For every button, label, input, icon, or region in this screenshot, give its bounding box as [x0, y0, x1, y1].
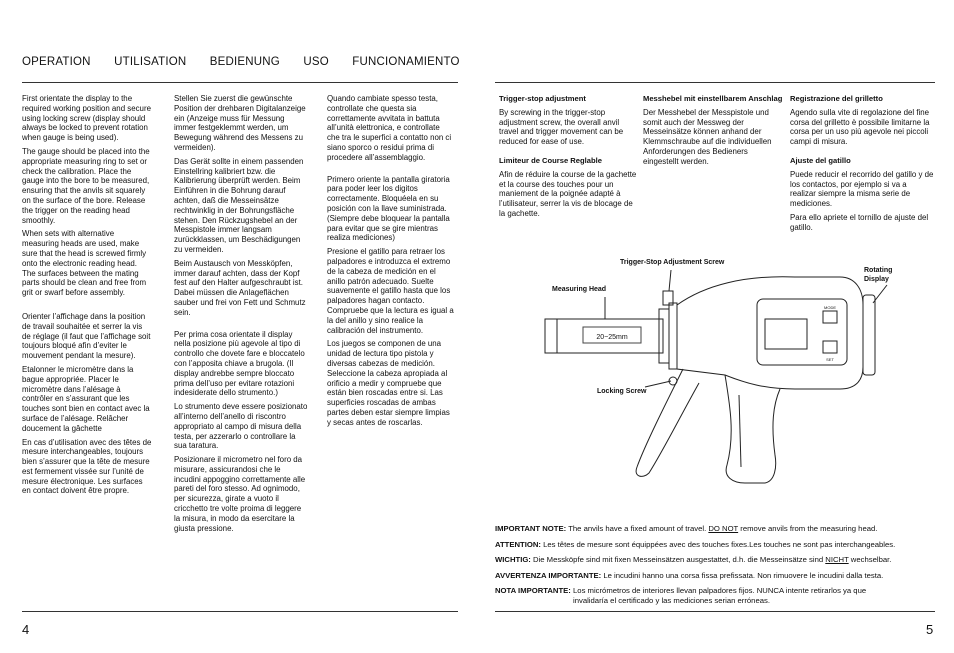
- collar-ring: [669, 303, 677, 369]
- right-column-1: [499, 94, 637, 228]
- label-trigger-stop: Trigger-Stop Adjustment Screw: [620, 259, 725, 266]
- header-funcionamiento: FUNCIONAMIENTO: [352, 56, 460, 68]
- grip-line: [739, 395, 741, 467]
- right-column-2: [643, 94, 783, 176]
- paragraph: Orienter l’affichage dans la position de travail souhaitée et serrer la vis de réglage (il faut que l’affichage soit toujours bloqué afin d’eviter le mouvement pendant la mesure).: [22, 311, 151, 361]
- note-es: NOTA IMPORTANTE: Los micrómetros de interiores llevan palpadores fijos. NUNCA intente retirarlos ya que invalidaría el certificado y las mediciones serian erróneas.: [495, 586, 867, 605]
- range-label: 20−25mm: [596, 334, 628, 341]
- header-operation: OPERATION: [22, 56, 91, 68]
- display-screen: [765, 319, 807, 349]
- subheading: Messhebel mit einstellbarem Anschlag: [643, 94, 783, 103]
- page-number-right: 5: [926, 622, 934, 637]
- leader-trigger-stop: [669, 270, 671, 291]
- mode-label: MODE: [824, 305, 836, 310]
- right-column-3: [790, 94, 934, 242]
- paragraph: Quando cambiate spesso testa, controllate che questa sia correttamente avvitata in battuta all’unità elettronica, e controllate che tra le superfici a contatto non ci siano sporco o residui prima di procedere all’assemblaggio.: [327, 94, 452, 162]
- paragraph: Agendo sulla vite di regolazione del fine corsa del grilletto è possibile limitarne la corsa per un uso più agevole nei piccoli campi di misura.: [790, 107, 930, 147]
- paragraph: Puede reducir el recorrido del gatillo y de los contactos, por ejemplo si va a realizar siempre la misma serie de mediciones.: [790, 169, 934, 209]
- paragraph: By screwing in the trigger-stop adjustment screw, the overall anvil travel and trigger movement can be reduced for ease of use.: [499, 107, 624, 147]
- label-measuring-head: Measuring Head: [552, 286, 607, 293]
- subheading: Limiteur de Course Reglable: [499, 155, 602, 165]
- top-rule-left: [22, 82, 458, 83]
- header-uso: USO: [303, 56, 329, 68]
- leader-locking-screw: [645, 381, 671, 387]
- paragraph: Stellen Sie zuerst die gewünschte Position der drehbaren Digitalanzeige ein (Anzeige muss für Messung immer festgeklemmt werden, um Bewegung während des Messens zu vermeiden).: [174, 94, 306, 152]
- paragraph: Der Messhebel der Messpistole und somit auch der Messweg der Messeinsätze können anhand der Klemmschraube auf die individuellen Anforderungen des Bedieners eingestellt werden.: [643, 107, 772, 166]
- gauge-body: [677, 277, 863, 389]
- column-1: [22, 94, 152, 500]
- page-number-left: 4: [22, 622, 30, 637]
- paragraph: En cas d’utilisation avec des têtes de mesure interchangeables, toujours bien s’assurer que la tête de mesure est fermement vissée sur l’unité de mesure électronique. Les surfaces en contact doivent être propre.: [22, 437, 152, 496]
- section-header: [22, 56, 480, 68]
- paragraph: Beim Austausch von Messköpfen, immer darauf achten, dass der Kopf fest auf den Halter aufgeschraubt ist. Dabei müssen die Anlageflächen sauber und frei von Fett und Schmutz sein.: [174, 258, 306, 317]
- paragraph: Presione el gatillo para retraer los palpadores e introduzca el extremo de la cabeza de medición en el anillo patrón adecuado. Suelte suavemente el gatillo hasta que los palpadores hagan contacto. Compruebe que la lectura es igual a la del anillo y sino realice la calibración del instrumento.: [327, 247, 454, 335]
- leader-rotating: [873, 285, 887, 303]
- bottom-rule-left: [22, 611, 458, 612]
- set-button: [823, 341, 837, 353]
- label-rotating: Rotating: [864, 267, 893, 274]
- bore-gauge-diagram: [495, 255, 935, 520]
- paragraph: Para ello apriete el tornillo de ajuste del gatillo.: [790, 212, 929, 232]
- paragraph: When sets with alternative measuring heads are used, make sure that the head is screwed firmly onto the electronic reading head. The surfaces between the mating parts should be clean and free from grit or swarf before assembly.: [22, 229, 147, 298]
- paragraph: Etalonner le micromètre dans la bague appropriée. Placer le micromètre dans l’alésage à contrôler en s’assurant que les touches sont bien en contact avec la surface de l’alésage. Relâcher doucement la gâchette: [22, 364, 150, 433]
- header-bedienung: BEDIENUNG: [209, 56, 280, 68]
- paragraph: Per prima cosa orientate il display nella posizione più agevole al tipo di controllo che dovete fare e bloccatelo con l’apposita chiave a brugola. (Il display andrebbe sempre bloccato prima dell’uso per evitare rotazioni indesiderate dello strumento.): [174, 329, 305, 398]
- label-display: Display: [864, 276, 889, 283]
- top-rule-right: [495, 82, 935, 83]
- paragraph: Los juegos se componen de una unidad de lectura tipo pistola y diversas cabezas de medición. Seleccione la cabeza apropiada al orificio a medir y compruebe que están bien roscadas entre si. Las superficies roscadas de ambas partes deben estar siempre limpias y secas antes de roscarlas.: [327, 339, 450, 427]
- paragraph: Primero oriente la pantalla giratoria para poder leer los digitos correctamente. Bloquéela en su posición con la llave suministrada. (Siempre debe bloquear la pantalla para evitar que se gire mientras realiza mediciones): [327, 174, 450, 243]
- paragraph: Afin de réduire la course de la gachette et la course des touches pour un maniement de la poignée adapté à l’utilisateur, serrer la vis de blocage de la gachette.: [499, 169, 637, 218]
- rotating-display-cap: [863, 295, 875, 375]
- column-2: [174, 94, 308, 537]
- paragraph: Das Gerät sollte in einem passenden Einstellring kalibriert bzw. die Kalibrierung überprüft werden. Beim Einführen in die Bohrung darauf achten, daß die Messeinsätze rechtwinklig in der Bohrungsfläche stehen. Den Rückzugshebel an der Messpistole immer langsam zurückklassen, um Beschädigungen zu vermeiden.: [174, 156, 304, 254]
- collar-ring: [659, 309, 669, 363]
- column-3: [327, 94, 454, 432]
- trigger: [636, 369, 699, 476]
- label-locking-screw: Locking Screw: [597, 388, 647, 395]
- note-it: AVVERTENZA IMPORTANTE: Le incudini hanno una corsa fissa prefissata. Non rimuovere le incudini dalla testa.: [495, 570, 884, 580]
- paragraph: Lo strumento deve essere posizionato all’interno dell’anello di riscontro appropriato al campo di misura della testa, per azzerarlo o controllare la sua taratura.: [174, 402, 308, 451]
- mode-button: [823, 311, 837, 323]
- note-de: WICHTIG: Die Messköpfe sind mit fixen Messeinsätzen ausgestattet, d.h. die Messeinsätze sind NICHT wechselbar.: [495, 555, 892, 565]
- handle-grip: [725, 375, 780, 483]
- paragraph: First orientate the display to the required working position and secure using locking screw (display should always be locked to prevent rotation when gauge is being used).: [22, 94, 151, 143]
- set-label: SET: [826, 357, 834, 362]
- paragraph: Posizionare il micrometro nel foro da misurare, assicurandosi che le incudini appoggino correttamente alle pareti del foro stesso. Ad ognimodo, per sicurezza, girate a vuoto il cricchetto tre volte proima di leggere la misura, in modo da esercitare la giusta pressione.: [174, 455, 306, 533]
- subheading: Trigger-stop adjustment: [499, 94, 586, 103]
- important-notes: [495, 524, 935, 612]
- subheading: Ajuste del gatillo: [790, 155, 851, 165]
- paragraph: The gauge should be placed into the appropriate measuring ring to set or check the calibration. Place the gauge into the bore to be measured, ensuring that the anvils sit squarely on the surface of the bore. Release the trigger on the reading head smoothly.: [22, 146, 150, 225]
- note-en: IMPORTANT NOTE: The anvils have a fixed amount of travel. DO NOT remove anvils from the measuring head.: [495, 524, 878, 533]
- header-utilisation: UTILISATION: [114, 56, 187, 68]
- note-fr: ATTENTION: Les têtes de mesure sont équippées avec des touches fixes.Les touches ne sont pas interchangeables.: [495, 539, 896, 549]
- subheading: Registrazione del grilletto: [790, 94, 883, 103]
